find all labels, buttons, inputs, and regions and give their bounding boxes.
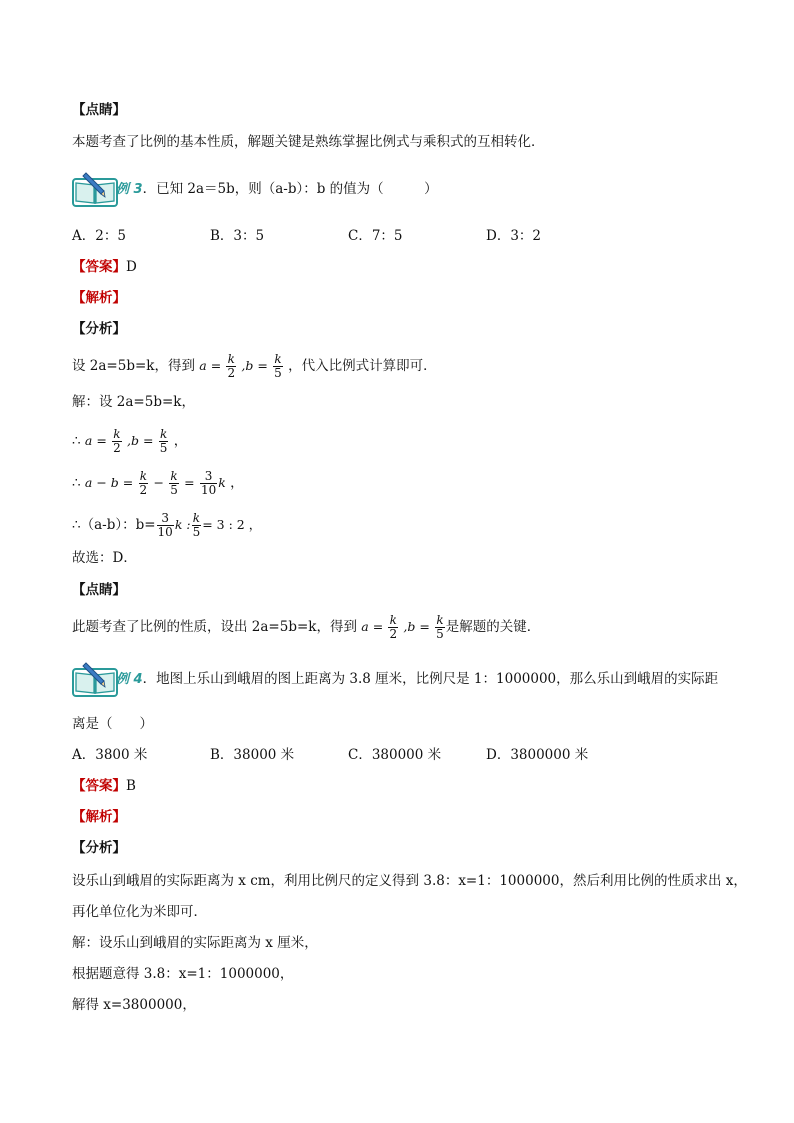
example-3-solution-1: 解：设 2a=5b=k， [72, 394, 195, 410]
fraction-k-over-5: $\frac{k}{5}$ [274, 352, 282, 380]
example-4-answer-line [72, 776, 136, 796]
example-3-solution-3: ∴ a − b = $\frac{k}{2}$ − $\frac{k}{5}$ = $\frac{3}{10}$ k ， [72, 469, 244, 497]
fraction-k-over-5: $\frac{k}{5}$ [159, 427, 168, 455]
example-4-solution-2: 根据题意得 3.8：x=1：1000000， [72, 966, 294, 982]
example-3-fenxi-pre: 设 2a=5b=k，得到 [72, 358, 195, 374]
example-3-conclusion: 故选：D． [72, 550, 137, 566]
fraction-k-over-2: $\frac{k}{2}$ [389, 613, 398, 641]
example-3-question: ．已知 2a＝5b，则（a-b）：b 的值为（ ） [142, 181, 438, 197]
example-3-dianjing-text: 此题考查了比例的性质，设出 2a=5b=k，得到 a = $\frac{k}{2}$ ,b = $\frac{k}{5}$ 是解题的关键． [72, 613, 541, 641]
fraction-k-over-5: $\frac{k}{5}$ [170, 469, 178, 497]
fraction-k-over-5: $\frac{k}{5}$ [192, 511, 201, 539]
example-3-fenxi-line [72, 353, 437, 380]
fraction-3-over-10: $\frac{3}{10}$ [200, 469, 217, 497]
example-4-solution-3: 解得 x=3800000， [72, 997, 196, 1013]
example-4-option-b: B．38000 米 [210, 747, 295, 763]
example-4-option-a: A．3800 米 [72, 747, 148, 763]
fraction-3-over-10: $\frac{3}{10}$ [157, 511, 173, 539]
example-4-analysis-tag: 【解析】 [72, 809, 126, 825]
example-3-label: 例 3 [116, 182, 143, 197]
dianjing-text-1: 本题考查了比例的基本性质，解题关键是熟练掌握比例式与乘积式的互相转化． [72, 134, 545, 150]
example-3-analysis-tag: 【解析】 [72, 290, 126, 306]
example-3-option-c: C．7：5 [348, 228, 403, 244]
example-4-answer: B [126, 778, 136, 794]
example-3-solution-4: ∴（a-b）：b= $\frac{3}{10}$ k : $\frac{k}{5}$ = 3 : 2 ， [72, 511, 262, 539]
example-3-option-b: B．3：5 [210, 228, 265, 244]
example-3-question-line [116, 179, 438, 200]
example-3-fenxi-heading: 【分析】 [72, 321, 126, 337]
example-4-solution-1: 解：设乐山到峨眉的实际距离为 x 厘米， [72, 935, 318, 951]
example-3-answer-tag: 【答案】 [72, 259, 126, 275]
example-3-answer: D [126, 259, 137, 275]
example-3-option-d: D．3：2 [486, 228, 542, 244]
example-4-fenxi-1: 设乐山到峨眉的实际距离为 x cm，利用比例尺的定义得到 3.8：x=1：1000000，然后利用比例的性质求出 x， [72, 873, 747, 889]
example-3-solution-2: ∴ a = $\frac{k}{2}$ ,b = $\frac{k}{5}$ ， [72, 427, 188, 455]
fenxi-a-eq: a = [199, 358, 222, 373]
example-4-book-icon [72, 661, 118, 697]
example-4-question-2: 离是（ ） [72, 716, 153, 732]
example-3-answer-line [72, 257, 137, 277]
fenxi-b-eq: ,b = [241, 358, 268, 373]
example-4-label: 例 4 [116, 672, 143, 687]
example-4-question-1: ．地图上乐山到峨眉的图上距离为 3.8 厘米，比例尺是 1：1000000，那么乐山到峨眉的实际距 [142, 671, 719, 687]
example-4-option-d: D．3800000 米 [486, 747, 589, 763]
example-4-fenxi-heading: 【分析】 [72, 840, 126, 856]
example-4-option-c: C．380000 米 [348, 747, 442, 763]
example-3-book-icon [72, 171, 118, 207]
dianjing-heading-1: 【点睛】 [72, 102, 126, 118]
fraction-k-over-2: $\frac{k}{2}$ [139, 469, 148, 497]
example-3-fenxi-post: ，代入比例式计算即可． [288, 358, 437, 374]
example-4-answer-tag: 【答案】 [72, 778, 126, 794]
fraction-k-over-2: $\frac{k}{2}$ [113, 427, 121, 455]
fraction-k-over-5: $\frac{k}{5}$ [436, 613, 444, 641]
example-3-option-a: A．2：5 [72, 228, 126, 244]
example-3-dianjing-heading: 【点睛】 [72, 582, 126, 598]
fraction-k-over-2: $\frac{k}{2}$ [227, 352, 236, 380]
example-4-question-line [116, 669, 718, 690]
example-4-fenxi-2: 再化单位化为米即可． [72, 904, 207, 920]
